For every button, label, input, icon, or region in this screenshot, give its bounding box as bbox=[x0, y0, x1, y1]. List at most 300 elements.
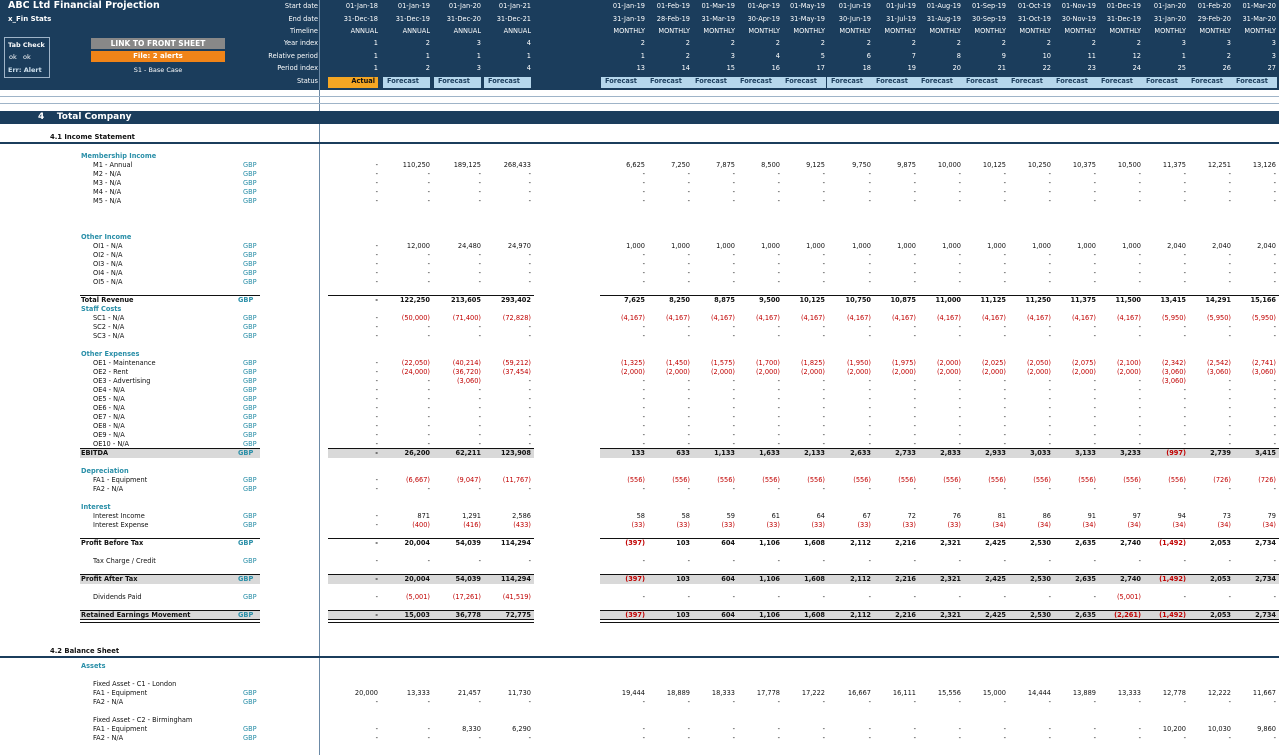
cell-monthly: - bbox=[1093, 734, 1096, 742]
row-label: OI4 - N/A bbox=[93, 269, 123, 277]
cell-monthly: - bbox=[958, 278, 961, 286]
cell-annual: (50,000) bbox=[401, 314, 430, 322]
timeline-start-monthly-3: 01-Apr-19 bbox=[747, 2, 780, 10]
cell-monthly: - bbox=[687, 422, 690, 430]
cell-annual: - bbox=[478, 269, 481, 277]
cell-annual: - bbox=[478, 413, 481, 421]
cell-annual: - bbox=[427, 431, 430, 439]
cell-annual: - bbox=[427, 260, 430, 268]
cell-monthly: - bbox=[868, 593, 871, 601]
cell-annual: 123,908 bbox=[500, 449, 531, 457]
cell-annual: - bbox=[427, 269, 430, 277]
cell-monthly: (33) bbox=[766, 521, 780, 529]
cell-monthly: (556) bbox=[762, 476, 780, 484]
cell-monthly: 103 bbox=[676, 611, 690, 619]
row-unit: GBP bbox=[243, 431, 257, 439]
cell-annual: (71,400) bbox=[452, 314, 481, 322]
cell-monthly: - bbox=[822, 179, 825, 187]
cell-monthly: 14,291 bbox=[1205, 296, 1231, 304]
cell-monthly: 9,500 bbox=[759, 296, 780, 304]
timeline-year-monthly-12: 3 bbox=[1181, 39, 1186, 47]
cell-monthly: - bbox=[1048, 179, 1051, 187]
timeline-row-label-end: End date bbox=[288, 15, 318, 23]
status-annual-0: Actual bbox=[328, 77, 378, 88]
cell-monthly: 61 bbox=[771, 512, 780, 520]
cell-monthly: 97 bbox=[1132, 512, 1141, 520]
timeline-rel-monthly-4: 5 bbox=[820, 52, 825, 60]
section-header-total-company bbox=[0, 111, 1279, 124]
timeline-rel-monthly-2: 3 bbox=[730, 52, 735, 60]
status-monthly-11: Forecast bbox=[1097, 77, 1142, 88]
cell-annual: - bbox=[375, 593, 378, 601]
cell-monthly: 1,000 bbox=[897, 242, 916, 250]
cell-annual: - bbox=[528, 377, 531, 385]
timeline-start-annual-2: 01-Jan-20 bbox=[448, 2, 481, 10]
cell-monthly: (556) bbox=[1123, 476, 1141, 484]
timeline-timeline-monthly-11: MONTHLY bbox=[1109, 27, 1141, 35]
timeline-end-monthly-12: 31-Jan-20 bbox=[1153, 15, 1186, 23]
row-label: SC2 - N/A bbox=[93, 323, 125, 331]
cell-monthly: (5,950) bbox=[1161, 314, 1186, 322]
cell-monthly: - bbox=[822, 395, 825, 403]
cell-monthly: - bbox=[777, 395, 780, 403]
row-label: SC3 - N/A bbox=[93, 332, 125, 340]
cell-monthly: - bbox=[1228, 332, 1231, 340]
cell-annual: (3,060) bbox=[456, 377, 481, 385]
cell-monthly: - bbox=[1228, 431, 1231, 439]
timeline-rel-monthly-8: 9 bbox=[1001, 52, 1006, 60]
cell-monthly: (726) bbox=[1258, 476, 1276, 484]
row-unit: GBP bbox=[238, 449, 254, 457]
row-unit: GBP bbox=[243, 269, 257, 277]
timeline-start-monthly-2: 01-Mar-19 bbox=[701, 2, 735, 10]
cell-monthly: 10,125 bbox=[982, 161, 1006, 169]
cell-monthly: 1,000 bbox=[626, 242, 645, 250]
timeline-timeline-monthly-3: MONTHLY bbox=[748, 27, 780, 35]
row-unit: GBP bbox=[243, 161, 257, 169]
status-monthly-1: Forecast bbox=[646, 77, 691, 88]
cell-monthly: - bbox=[822, 725, 825, 733]
status-monthly-3: Forecast bbox=[736, 77, 781, 88]
cell-monthly: - bbox=[1273, 698, 1276, 706]
cell-monthly: - bbox=[777, 485, 780, 493]
cell-monthly: - bbox=[1228, 188, 1231, 196]
cell-annual: - bbox=[478, 278, 481, 286]
cell-monthly: - bbox=[642, 170, 645, 178]
cell-annual: 11,730 bbox=[507, 689, 531, 697]
cell-annual: - bbox=[427, 422, 430, 430]
cell-monthly: - bbox=[1138, 188, 1141, 196]
timeline-rel-monthly-1: 2 bbox=[685, 52, 690, 60]
cell-monthly: - bbox=[868, 269, 871, 277]
cell-monthly: - bbox=[1048, 197, 1051, 205]
cell-monthly: - bbox=[1003, 260, 1006, 268]
cell-monthly: - bbox=[1228, 278, 1231, 286]
cell-monthly: - bbox=[913, 698, 916, 706]
cell-monthly: (4,167) bbox=[755, 314, 780, 322]
cell-monthly: - bbox=[1093, 404, 1096, 412]
cell-monthly: - bbox=[822, 188, 825, 196]
cell-annual: - bbox=[427, 440, 430, 448]
file-alerts-button[interactable]: File: 2 alerts bbox=[91, 51, 225, 62]
cell-monthly: - bbox=[1183, 431, 1186, 439]
cell-monthly: - bbox=[1273, 485, 1276, 493]
cell-monthly: (397) bbox=[625, 611, 645, 619]
timeline-rel-monthly-12: 1 bbox=[1181, 52, 1186, 60]
row-unit: GBP bbox=[238, 296, 254, 304]
cell-annual: 20,004 bbox=[404, 575, 430, 583]
cell-monthly: 6,625 bbox=[626, 161, 645, 169]
cell-monthly: - bbox=[958, 698, 961, 706]
cell-monthly: - bbox=[958, 404, 961, 412]
cell-monthly: - bbox=[913, 179, 916, 187]
cell-monthly: - bbox=[732, 431, 735, 439]
cell-annual: - bbox=[427, 485, 430, 493]
cell-monthly: (34) bbox=[1262, 521, 1276, 529]
status-monthly-8: Forecast bbox=[962, 77, 1007, 88]
timeline-timeline-monthly-5: MONTHLY bbox=[839, 27, 871, 35]
cell-monthly: - bbox=[642, 269, 645, 277]
cell-monthly: - bbox=[868, 698, 871, 706]
cell-monthly: - bbox=[1003, 440, 1006, 448]
cell-annual: - bbox=[375, 476, 378, 484]
cell-monthly: - bbox=[642, 251, 645, 259]
cell-annual: - bbox=[478, 323, 481, 331]
cell-monthly: - bbox=[687, 170, 690, 178]
cell-monthly: - bbox=[958, 332, 961, 340]
cell-monthly: (2,000) bbox=[1071, 368, 1096, 376]
cell-monthly: - bbox=[1273, 404, 1276, 412]
cell-annual: 24,970 bbox=[507, 242, 531, 250]
cell-monthly: - bbox=[1228, 323, 1231, 331]
cell-monthly: - bbox=[868, 323, 871, 331]
cell-annual: (11,767) bbox=[502, 476, 531, 484]
cell-monthly: (1,975) bbox=[891, 359, 916, 367]
cell-monthly: 2,133 bbox=[804, 449, 825, 457]
cell-monthly: - bbox=[687, 593, 690, 601]
cell-monthly: - bbox=[642, 395, 645, 403]
timeline-end-monthly-2: 31-Mar-19 bbox=[701, 15, 735, 23]
timeline-year-annual-2: 3 bbox=[476, 39, 481, 47]
cell-monthly: - bbox=[777, 413, 780, 421]
cell-monthly: - bbox=[777, 251, 780, 259]
cell-monthly: - bbox=[687, 260, 690, 268]
cell-monthly: - bbox=[822, 422, 825, 430]
row-label: Other Income bbox=[81, 233, 132, 241]
row-label: Membership Income bbox=[81, 152, 157, 160]
cell-monthly: - bbox=[732, 188, 735, 196]
row-unit: GBP bbox=[238, 611, 254, 619]
timeline-timeline-annual-0: ANNUAL bbox=[350, 27, 378, 35]
cell-monthly: - bbox=[1048, 593, 1051, 601]
cell-monthly: - bbox=[1273, 278, 1276, 286]
cell-monthly: - bbox=[1093, 332, 1096, 340]
cell-monthly: 1,106 bbox=[759, 575, 780, 583]
cell-monthly: - bbox=[868, 170, 871, 178]
row-unit: GBP bbox=[243, 197, 257, 205]
cell-monthly: 2,040 bbox=[1257, 242, 1276, 250]
cell-monthly: - bbox=[777, 557, 780, 565]
cell-monthly: - bbox=[1093, 413, 1096, 421]
cell-monthly: - bbox=[1093, 557, 1096, 565]
cell-monthly: - bbox=[868, 725, 871, 733]
cell-monthly: - bbox=[777, 269, 780, 277]
cell-monthly: - bbox=[1273, 251, 1276, 259]
cell-monthly: - bbox=[868, 485, 871, 493]
cell-monthly: - bbox=[732, 260, 735, 268]
cell-monthly: - bbox=[1003, 377, 1006, 385]
cell-annual: - bbox=[375, 251, 378, 259]
timeline-start-monthly-5: 01-Jun-19 bbox=[838, 2, 871, 10]
cell-annual: - bbox=[528, 197, 531, 205]
row-label: Tax Charge / Credit bbox=[93, 557, 156, 565]
cell-monthly: - bbox=[777, 725, 780, 733]
timeline-period-monthly-4: 17 bbox=[816, 64, 825, 72]
cell-monthly: 58 bbox=[681, 512, 690, 520]
cell-monthly: (3,060) bbox=[1161, 368, 1186, 376]
cell-monthly: - bbox=[642, 413, 645, 421]
cell-monthly: - bbox=[777, 431, 780, 439]
timeline-end-annual-1: 31-Dec-19 bbox=[395, 15, 430, 23]
cell-monthly: - bbox=[1273, 197, 1276, 205]
cell-monthly: 15,000 bbox=[982, 689, 1006, 697]
timeline-period-monthly-8: 21 bbox=[997, 64, 1006, 72]
cell-annual: - bbox=[375, 431, 378, 439]
cell-monthly: (556) bbox=[717, 476, 735, 484]
timeline-rel-monthly-10: 11 bbox=[1087, 52, 1096, 60]
cell-monthly: 1,608 bbox=[804, 575, 825, 583]
cell-monthly: - bbox=[1003, 278, 1006, 286]
cell-monthly: - bbox=[687, 485, 690, 493]
cell-annual: - bbox=[375, 170, 378, 178]
timeline-timeline-monthly-2: MONTHLY bbox=[703, 27, 735, 35]
row-unit: GBP bbox=[243, 698, 257, 706]
timeline-end-monthly-7: 31-Aug-19 bbox=[926, 15, 961, 23]
cell-monthly: - bbox=[1273, 386, 1276, 394]
timeline-start-annual-3: 01-Jan-21 bbox=[498, 2, 531, 10]
cell-monthly: - bbox=[913, 197, 916, 205]
cell-monthly: - bbox=[822, 170, 825, 178]
cell-monthly: 11,500 bbox=[1115, 296, 1141, 304]
cell-monthly: (2,000) bbox=[891, 368, 916, 376]
row-unit: GBP bbox=[243, 395, 257, 403]
cell-monthly: 10,000 bbox=[937, 161, 961, 169]
cell-monthly: - bbox=[1183, 188, 1186, 196]
cell-annual: 13,333 bbox=[406, 689, 430, 697]
cell-monthly: - bbox=[1138, 251, 1141, 259]
cell-monthly: - bbox=[868, 404, 871, 412]
cell-annual: - bbox=[375, 278, 378, 286]
cell-monthly: - bbox=[1048, 698, 1051, 706]
row-unit: GBP bbox=[243, 368, 257, 376]
section-title bbox=[38, 112, 132, 122]
cell-monthly: - bbox=[1138, 422, 1141, 430]
timeline-period-monthly-0: 13 bbox=[636, 64, 645, 72]
tab-check-ok-1: ok bbox=[9, 53, 17, 61]
cell-monthly: - bbox=[1048, 422, 1051, 430]
row-label: FA1 - Equipment bbox=[93, 689, 148, 697]
cell-annual: - bbox=[478, 170, 481, 178]
cell-monthly: 2,112 bbox=[850, 539, 871, 547]
cell-monthly: 2,530 bbox=[1030, 611, 1051, 619]
row-label: M3 - N/A bbox=[93, 179, 122, 187]
cell-monthly: - bbox=[1048, 332, 1051, 340]
cell-monthly: - bbox=[642, 422, 645, 430]
cell-monthly: - bbox=[1138, 698, 1141, 706]
cell-monthly: - bbox=[1228, 593, 1231, 601]
cell-monthly: - bbox=[1003, 413, 1006, 421]
cell-monthly: - bbox=[1183, 251, 1186, 259]
cell-monthly: - bbox=[868, 431, 871, 439]
cell-monthly: 2,425 bbox=[985, 611, 1006, 619]
cell-monthly: (33) bbox=[676, 521, 690, 529]
subsection-underline bbox=[0, 142, 1279, 144]
cell-monthly: - bbox=[1138, 269, 1141, 277]
cell-monthly: - bbox=[732, 404, 735, 412]
cell-annual: - bbox=[528, 431, 531, 439]
cell-annual: - bbox=[375, 260, 378, 268]
cell-monthly: 58 bbox=[636, 512, 645, 520]
cell-monthly: - bbox=[1183, 386, 1186, 394]
timeline-period-monthly-12: 25 bbox=[1177, 64, 1186, 72]
cell-monthly: (2,000) bbox=[936, 368, 961, 376]
cell-monthly: - bbox=[1093, 179, 1096, 187]
cell-monthly: - bbox=[822, 431, 825, 439]
cell-annual: - bbox=[478, 440, 481, 448]
cell-monthly: 103 bbox=[676, 539, 690, 547]
timeline-end-monthly-6: 31-Jul-19 bbox=[886, 15, 916, 23]
cell-monthly: (2,000) bbox=[665, 368, 690, 376]
row-unit: GBP bbox=[243, 242, 257, 250]
timeline-rel-annual-0: 1 bbox=[373, 52, 378, 60]
cell-monthly: 72 bbox=[907, 512, 916, 520]
cell-monthly: - bbox=[1228, 377, 1231, 385]
cell-monthly: 2,053 bbox=[1210, 575, 1231, 583]
cell-monthly: (2,261) bbox=[1114, 611, 1141, 619]
cell-monthly: - bbox=[822, 440, 825, 448]
cell-monthly: 1,000 bbox=[942, 242, 961, 250]
cell-monthly: 2,053 bbox=[1210, 611, 1231, 619]
cell-monthly: (1,575) bbox=[710, 359, 735, 367]
cell-monthly: - bbox=[913, 404, 916, 412]
cell-monthly: 94 bbox=[1177, 512, 1186, 520]
cell-monthly: (556) bbox=[672, 476, 690, 484]
cell-monthly: 2,633 bbox=[850, 449, 871, 457]
cell-monthly: (2,000) bbox=[755, 368, 780, 376]
row-label: OE5 - N/A bbox=[93, 395, 125, 403]
cell-monthly: 11,375 bbox=[1162, 161, 1186, 169]
cell-monthly: - bbox=[1138, 404, 1141, 412]
cell-annual: 24,480 bbox=[457, 242, 481, 250]
cell-monthly: 13,126 bbox=[1252, 161, 1276, 169]
cell-monthly: - bbox=[913, 377, 916, 385]
timeline-row-label-start: Start date bbox=[284, 2, 318, 10]
cell-monthly: - bbox=[732, 725, 735, 733]
cell-monthly: (4,167) bbox=[846, 314, 871, 322]
timeline-start-monthly-13: 01-Feb-20 bbox=[1197, 2, 1231, 10]
section-name: Total Company bbox=[56, 112, 132, 122]
cell-monthly: - bbox=[1093, 377, 1096, 385]
cell-monthly: - bbox=[1228, 260, 1231, 268]
timeline-period-monthly-2: 15 bbox=[726, 64, 735, 72]
cell-monthly: - bbox=[1228, 413, 1231, 421]
row-label: Dividends Paid bbox=[93, 593, 142, 601]
cell-monthly: 1,000 bbox=[806, 242, 825, 250]
cell-monthly: - bbox=[913, 413, 916, 421]
timeline-year-monthly-9: 2 bbox=[1046, 39, 1051, 47]
link-to-front-sheet-button[interactable]: LINK TO FRONT SHEET bbox=[91, 38, 225, 49]
timeline-year-monthly-4: 2 bbox=[820, 39, 825, 47]
cell-monthly: (4,167) bbox=[800, 314, 825, 322]
timeline-end-annual-0: 31-Dec-18 bbox=[343, 15, 378, 23]
cell-annual: 189,125 bbox=[453, 161, 481, 169]
cell-monthly: 11,667 bbox=[1252, 689, 1276, 697]
cell-monthly: 2,833 bbox=[940, 449, 961, 457]
row-label: OI1 - N/A bbox=[93, 242, 123, 250]
cell-annual: 26,200 bbox=[404, 449, 430, 457]
cell-monthly: - bbox=[1003, 593, 1006, 601]
cell-monthly: 1,608 bbox=[804, 539, 825, 547]
cell-annual: - bbox=[375, 698, 378, 706]
row-label: Other Expenses bbox=[81, 350, 140, 358]
cell-monthly: - bbox=[732, 251, 735, 259]
timeline-end-monthly-8: 30-Sep-19 bbox=[972, 15, 1006, 23]
cell-annual: 72,775 bbox=[505, 611, 531, 619]
status-monthly-0: Forecast bbox=[601, 77, 646, 88]
cell-monthly: 2,040 bbox=[1212, 242, 1231, 250]
cell-monthly: - bbox=[913, 278, 916, 286]
cell-monthly: - bbox=[822, 557, 825, 565]
cell-annual: - bbox=[427, 251, 430, 259]
cell-monthly: - bbox=[642, 260, 645, 268]
cell-annual: - bbox=[375, 449, 378, 457]
cell-monthly: - bbox=[642, 698, 645, 706]
cell-annual: - bbox=[427, 413, 430, 421]
cell-monthly: (1,492) bbox=[1159, 575, 1186, 583]
cell-monthly: - bbox=[1003, 188, 1006, 196]
cell-monthly: - bbox=[868, 188, 871, 196]
row-label: EBITDA bbox=[81, 449, 109, 457]
timeline-end-monthly-10: 30-Nov-19 bbox=[1061, 15, 1096, 23]
timeline-year-monthly-2: 2 bbox=[730, 39, 735, 47]
cell-monthly: 2,530 bbox=[1030, 575, 1051, 583]
cell-annual: - bbox=[427, 323, 430, 331]
timeline-timeline-annual-3: ANNUAL bbox=[503, 27, 531, 35]
cell-monthly: - bbox=[1138, 485, 1141, 493]
cell-monthly: - bbox=[777, 698, 780, 706]
cell-monthly: - bbox=[1003, 170, 1006, 178]
cell-monthly: - bbox=[822, 386, 825, 394]
cell-monthly: 2,321 bbox=[940, 539, 961, 547]
cell-annual: - bbox=[375, 161, 378, 169]
cell-monthly: - bbox=[822, 593, 825, 601]
cell-monthly: - bbox=[1183, 440, 1186, 448]
cell-monthly: 10,250 bbox=[1027, 161, 1051, 169]
cell-monthly: (5,950) bbox=[1206, 314, 1231, 322]
cell-monthly: - bbox=[868, 413, 871, 421]
cell-monthly: 2,040 bbox=[1167, 242, 1186, 250]
cell-monthly: - bbox=[1048, 725, 1051, 733]
cell-monthly: 1,133 bbox=[714, 449, 735, 457]
cell-annual: 15,003 bbox=[404, 611, 430, 619]
status-monthly-5: Forecast bbox=[827, 77, 872, 88]
cell-annual: 213,605 bbox=[450, 296, 481, 304]
cell-annual: - bbox=[528, 269, 531, 277]
cell-monthly: 67 bbox=[862, 512, 871, 520]
cell-monthly: - bbox=[1273, 170, 1276, 178]
cell-monthly: - bbox=[958, 179, 961, 187]
cell-annual: (9,047) bbox=[456, 476, 481, 484]
